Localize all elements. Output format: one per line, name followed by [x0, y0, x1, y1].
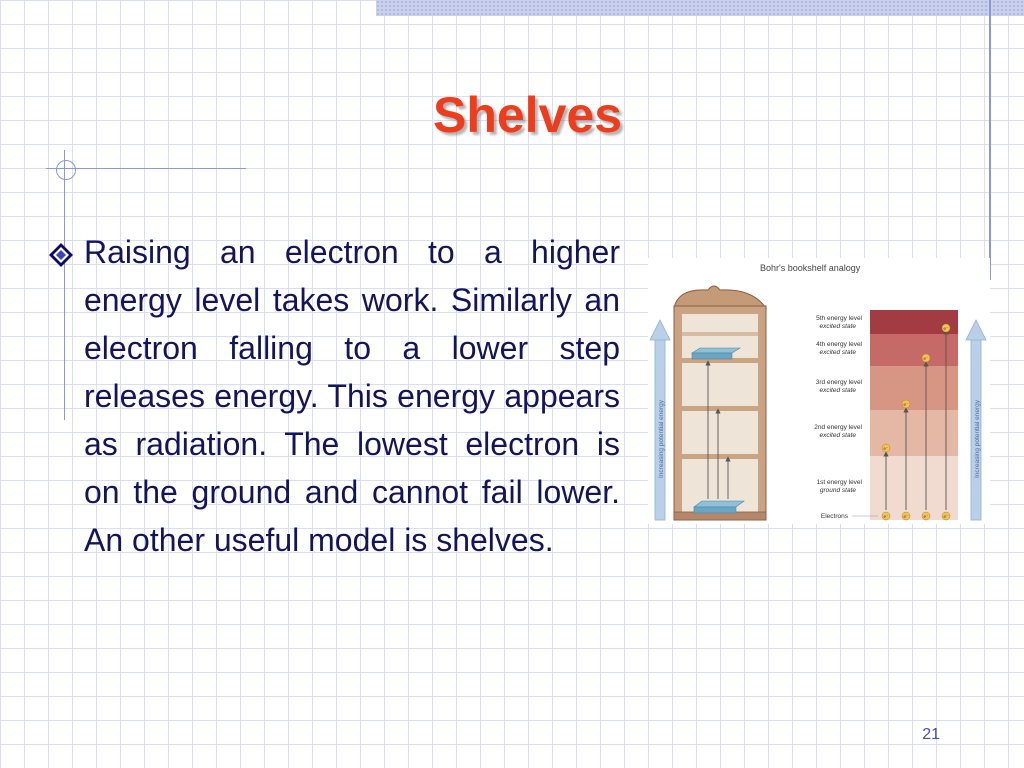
right-axis-label: Increasing potential energy [974, 399, 981, 478]
decorative-vertical-line [989, 0, 991, 280]
bookshelf-illustration [674, 286, 766, 520]
page-number: 21 [922, 726, 940, 743]
electron-symbol: e⁻ [883, 514, 889, 519]
bullet-text: Raising an electron to a higher energy level takes work. Similarly an electron falling to a lower step releases energy. This energy appears as radiation. The lowest electron is on the ground and cannot fail lower. An other useful model is shelves. [84, 234, 620, 558]
left-axis-label: Increasing potential energy [658, 399, 665, 478]
level-1-name: 1st energy level [816, 479, 862, 486]
decorative-circle [56, 160, 76, 180]
level-5-name: 5th energy level [816, 315, 862, 322]
electrons-label: Electrons [820, 513, 848, 520]
level-3-state: excited state [819, 387, 856, 394]
level-2-name: 2nd energy level [814, 424, 862, 431]
level-3-name: 3rd energy level [815, 379, 862, 386]
electron-symbol: e⁻ [923, 514, 929, 519]
level-2-state: excited state [819, 432, 856, 439]
electron-symbol: e⁻ [943, 514, 949, 519]
level-4-name: 4th energy level [816, 341, 862, 348]
level-5-state: excited state [819, 323, 856, 330]
slide-title: Shelves [432, 87, 622, 143]
energy-level-bands [870, 310, 958, 520]
electron-symbol: e⁻ [903, 402, 909, 407]
decorative-left-vertical-line [64, 150, 65, 420]
bohr-bookshelf-figure [648, 258, 990, 524]
diamond-bullet-icon [48, 242, 74, 268]
level-1-state: ground state [819, 487, 856, 494]
electron-symbol: e⁻ [883, 446, 889, 451]
figure-caption: Bohr's bookshelf analogy [760, 263, 861, 273]
electron-symbol: e⁻ [923, 356, 929, 361]
level-4-state: excited state [819, 349, 856, 356]
electron-symbol: e⁻ [903, 514, 909, 519]
electron-symbol: e⁻ [943, 326, 949, 331]
top-pattern-band [376, 0, 1024, 16]
decorative-horizontal-line [46, 168, 246, 169]
